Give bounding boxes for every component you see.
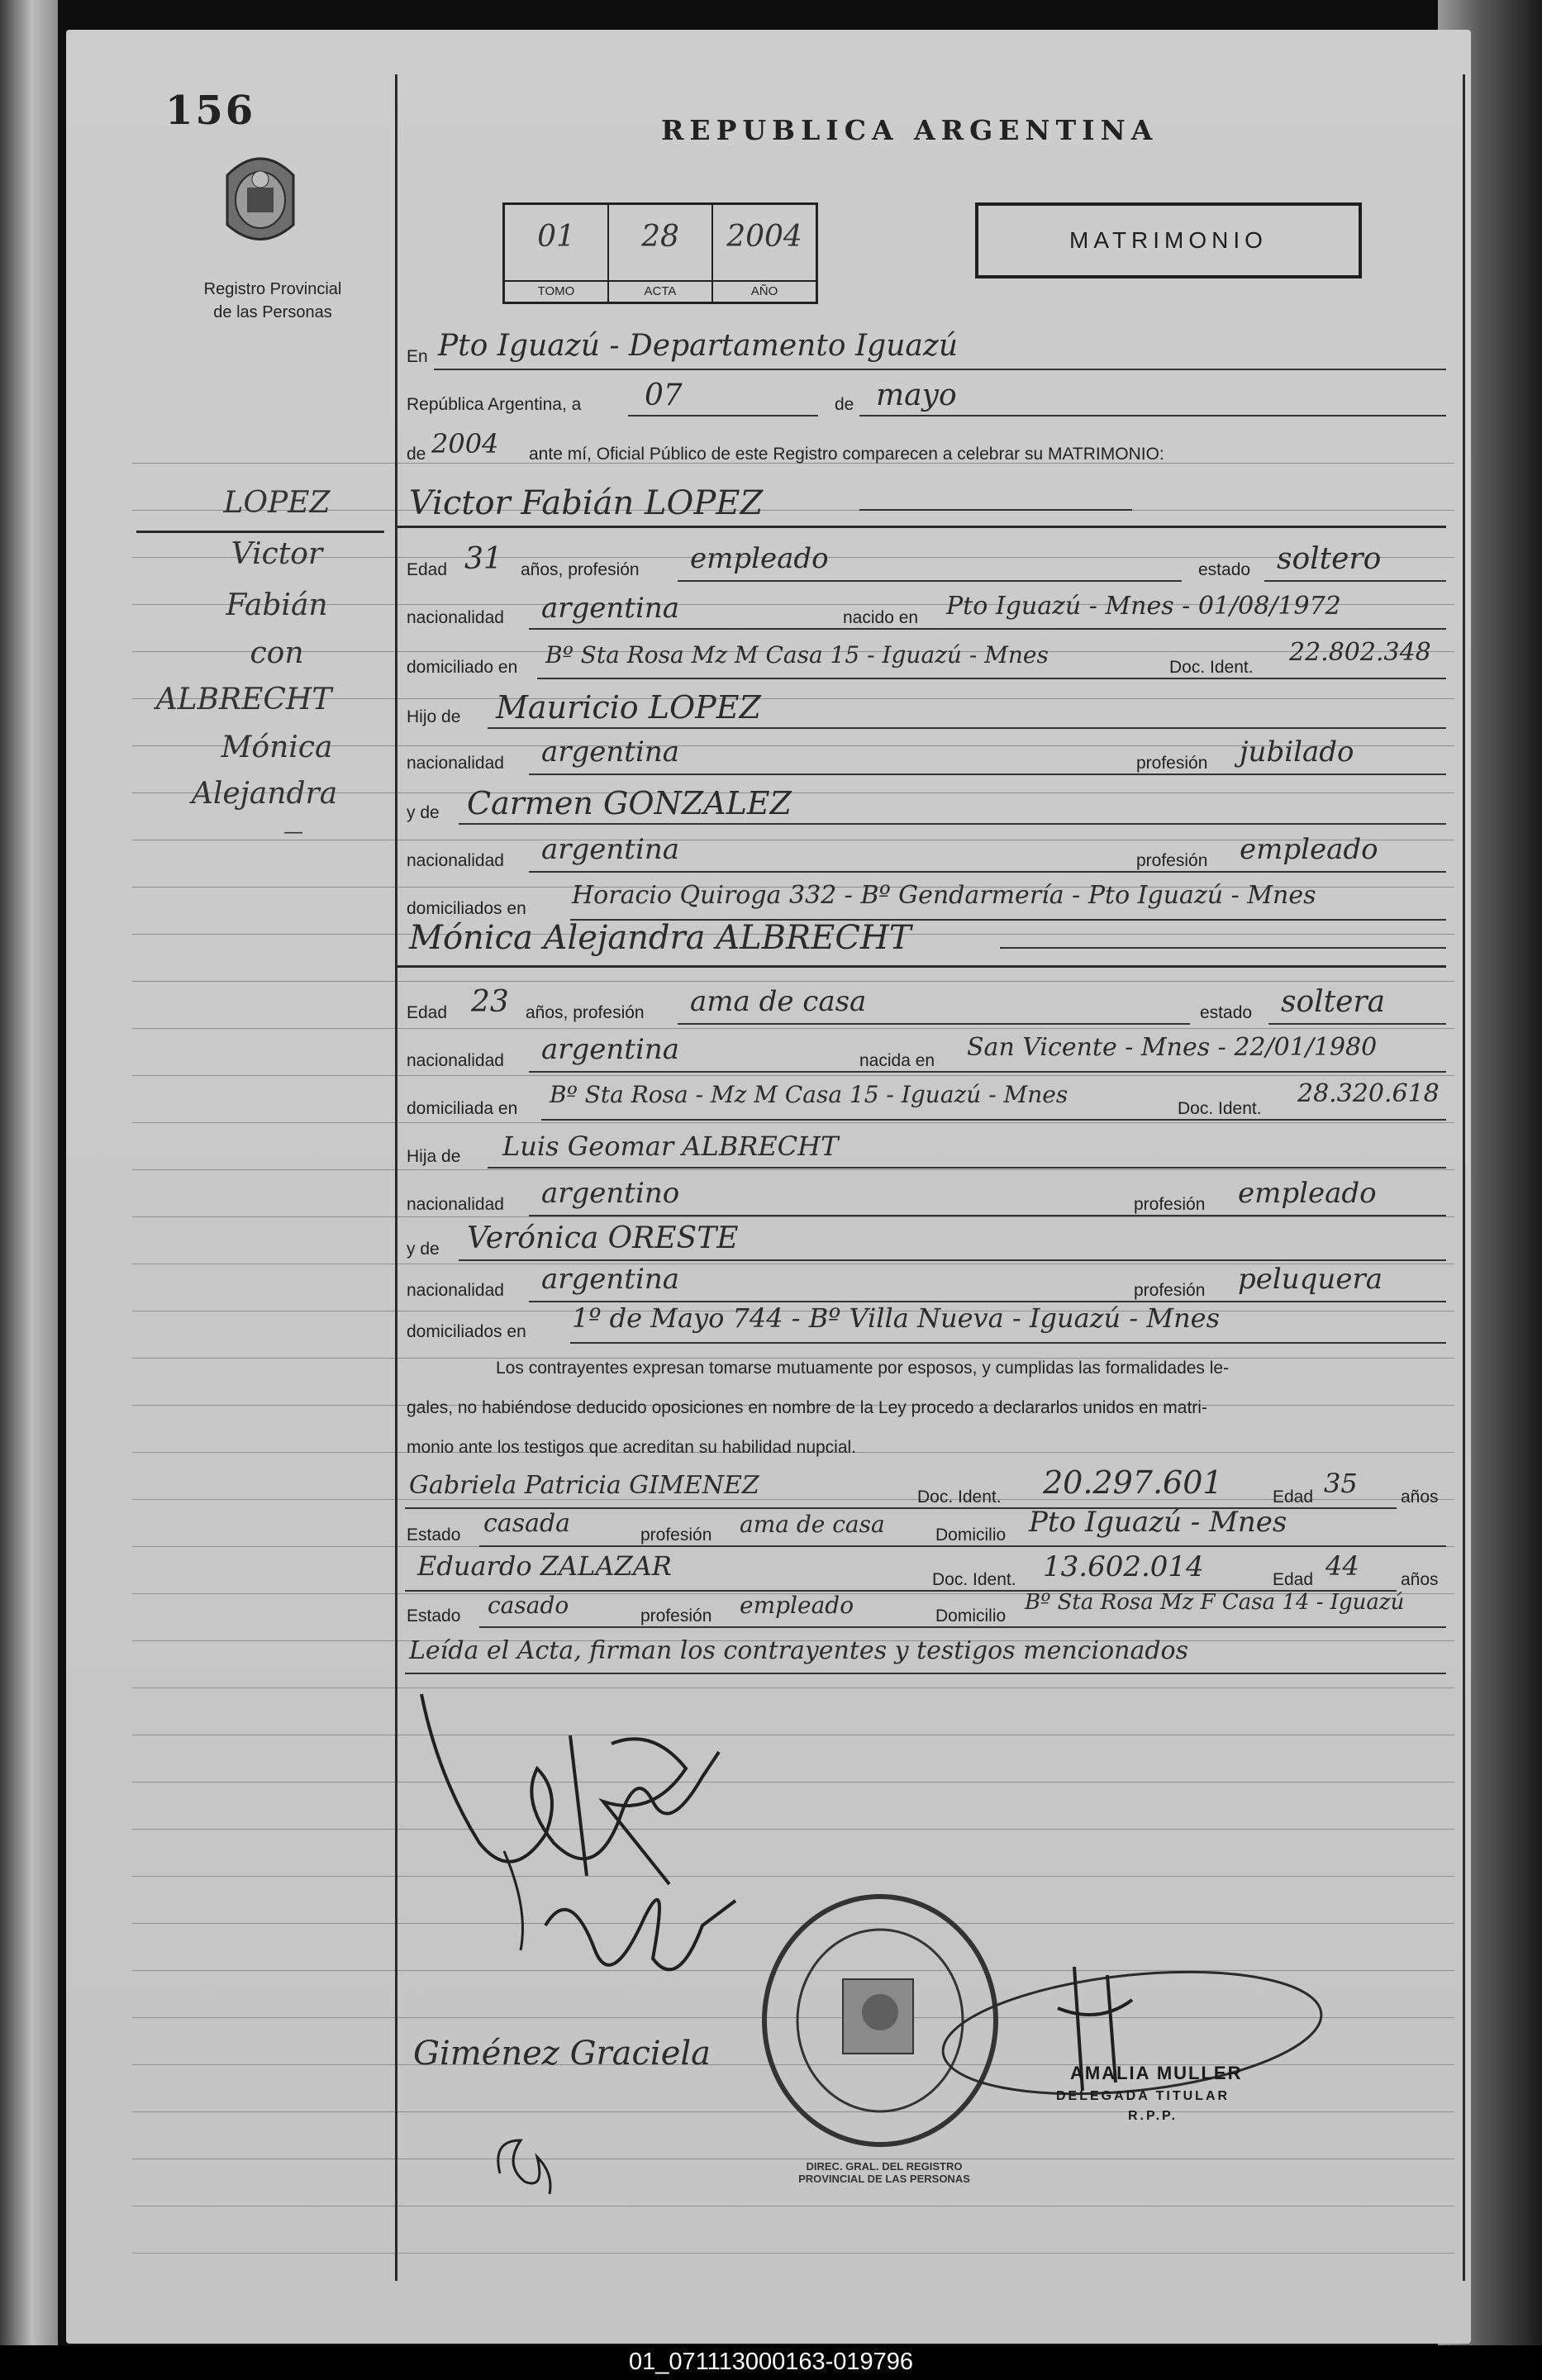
- bride-father-line: [488, 1167, 1446, 1169]
- witness1-detail-line: [479, 1545, 1446, 1547]
- groom-hijo-label: Hijo de: [407, 707, 461, 726]
- marriage-day: 07: [645, 378, 683, 412]
- ruled-line: [132, 1122, 1454, 1123]
- groom-name: Victor Fabián LOPEZ: [409, 484, 764, 522]
- bride-mother: Verónica ORESTE: [467, 1221, 739, 1255]
- day-line: [628, 415, 818, 416]
- bride-mother-nationality: argentina: [541, 1263, 680, 1296]
- ruled-line: [132, 1829, 1454, 1830]
- bride-profesion-label: años, profesión: [526, 1003, 645, 1022]
- document-title: REPUBLICA ARGENTINA: [661, 114, 1159, 146]
- bride-birth-line: [529, 1071, 1446, 1073]
- groom-father-nationality: argentina: [541, 735, 680, 769]
- officer-text: ante mí, Oficial Público de este Registro comparecen a celebrar su MATRIMONIO:: [529, 445, 1164, 464]
- marriage-place: Pto Iguazú - Departamento Iguazú: [438, 329, 959, 363]
- witness2-estado-label: Estado: [407, 1606, 461, 1626]
- bride-address: Bº Sta Rosa - Mz M Casa 15 - Iguazú - Mnes: [550, 1081, 1068, 1108]
- ruled-line: [132, 1782, 1454, 1783]
- witness2-status: casado: [488, 1592, 569, 1619]
- bride-mother-prof-label: profesión: [1134, 1281, 1206, 1300]
- tomo-value: 01: [537, 220, 575, 254]
- groom-mother-nat-line: [529, 871, 1446, 873]
- de-label: de: [835, 395, 854, 414]
- groom-status-line: [1264, 580, 1446, 582]
- groom-age: 31: [464, 542, 502, 576]
- anio-cell: [713, 205, 816, 302]
- groom-profesion-label: años, profesión: [521, 560, 640, 579]
- declaration-line-2: gales, no habiéndose deducido oposiciones en nombre de la Ley procedo a declararlos unidos en matri-: [407, 1398, 1207, 1417]
- record-type-box: [975, 202, 1362, 278]
- groom-father-line: [488, 727, 1446, 729]
- margin-divider: [395, 74, 397, 2281]
- groom-father-nat-label: nacionalidad: [407, 754, 504, 773]
- place-line: [434, 369, 1446, 370]
- seal-text: DIREC. GRAL. DEL REGISTRO PROVINCIAL DE LAS PERSONAS: [798, 2160, 970, 2185]
- bride-age: 23: [471, 985, 509, 1019]
- image-caption: 01_071113000163-019796: [628, 2349, 914, 2375]
- groom-status: soltero: [1277, 542, 1382, 576]
- bride-father-nat-line: [529, 1215, 1446, 1216]
- groom-father-profession: jubilado: [1240, 735, 1354, 769]
- bride-hija-label: Hija de: [407, 1147, 461, 1166]
- bride-doc-label: Doc. Ident.: [1178, 1099, 1262, 1118]
- republica-label: República Argentina, a: [407, 395, 582, 414]
- witness1-address: Pto Iguazú - Mnes: [1029, 1506, 1287, 1539]
- witness2-address: Bº Sta Rosa Mz F Casa 14 - Iguazú: [1025, 1590, 1405, 1615]
- ruled-line: [132, 1216, 1454, 1217]
- witness1-profesion-label: profesión: [640, 1526, 712, 1545]
- bride-doc: 28.320.618: [1297, 1079, 1440, 1108]
- ruled-line: [132, 2253, 1454, 2254]
- groom-mother-prof-label: profesión: [1136, 851, 1208, 870]
- coat-of-arms-icon: [211, 142, 310, 258]
- groom-mother-profession: empleado: [1240, 833, 1378, 866]
- tomo-cell: [505, 205, 609, 302]
- declaration-line-1: Los contrayentes expresan tomarse mutuamente por esposos, y cumplidas las formalidades le-: [496, 1359, 1230, 1378]
- witness1-doc: 20.297.601: [1043, 1464, 1223, 1501]
- tomo-label: TOMO: [505, 280, 607, 302]
- bride-father: Luis Geomar ALBRECHT: [502, 1130, 839, 1162]
- witness2-detail-line: [479, 1626, 1446, 1628]
- witness2-doc: 13.602.014: [1043, 1550, 1204, 1583]
- bride-nacida-label: nacida en: [859, 1051, 935, 1070]
- groom-mother-nat-label: nacionalidad: [407, 851, 504, 870]
- witness2-edad-label: Edad: [1273, 1570, 1314, 1589]
- groom-estado-label: estado: [1198, 560, 1251, 579]
- witness1-anos-label: años: [1401, 1488, 1439, 1507]
- anio-label: AÑO: [713, 280, 816, 302]
- bride-separator: [397, 965, 1446, 968]
- initials-signature: [488, 2132, 562, 2198]
- groom-mother-nationality: argentina: [541, 833, 680, 866]
- groom-birth-line: [529, 628, 1446, 630]
- record-type: MATRIMONIO: [1069, 227, 1268, 253]
- groom-doc: 22.802.348: [1289, 638, 1431, 667]
- acta-label: ACTA: [609, 280, 712, 302]
- ruled-line: [132, 1499, 1454, 1500]
- groom-separator: [397, 526, 1446, 528]
- ruled-line: [132, 1075, 1454, 1076]
- bride-mother-nat-label: nacionalidad: [407, 1281, 504, 1300]
- groom-profession: empleado: [690, 542, 829, 575]
- bride-edad-label: Edad: [407, 1003, 448, 1022]
- witness1-status: casada: [483, 1509, 571, 1538]
- registry-line2: de las Personas: [213, 303, 332, 321]
- acta-value: 28: [641, 220, 679, 254]
- bride-profession: ama de casa: [690, 985, 867, 1018]
- ruled-line: [132, 1687, 1454, 1688]
- margin-name-3: Fabián: [226, 588, 328, 622]
- bride-father-profession: empleado: [1238, 1177, 1377, 1210]
- officer-stamp-title: DELEGADA TITULAR: [1056, 2089, 1230, 2103]
- ruled-line: [132, 981, 1454, 982]
- book-binding: [0, 0, 58, 2347]
- right-border: [1463, 74, 1465, 2281]
- registry-name: [169, 278, 376, 324]
- groom-name-line: [859, 509, 1132, 511]
- groom-parents-dom-label: domiciliados en: [407, 899, 526, 918]
- anio-value: 2004: [726, 220, 802, 254]
- bride-father-prof-label: profesión: [1134, 1195, 1206, 1214]
- bride-parents-dom-label: domiciliados en: [407, 1322, 526, 1341]
- record-reference-box: [502, 202, 818, 304]
- marriage-year: 2004: [431, 428, 499, 459]
- margin-name-6: Mónica: [221, 731, 333, 764]
- bride-nationality: argentina: [541, 1033, 680, 1066]
- spouses-signatures: [405, 1678, 785, 2041]
- ruled-line: [132, 1028, 1454, 1029]
- witness2-profesion-label: profesión: [640, 1606, 712, 1626]
- de2-label: de: [407, 445, 426, 464]
- month-line: [859, 415, 1446, 416]
- groom-mother-line: [459, 823, 1446, 825]
- witness1-profession: ama de casa: [740, 1511, 885, 1538]
- ruled-line: [132, 1876, 1454, 1877]
- groom-domiciliado-label: domiciliado en: [407, 658, 518, 677]
- margin-name-5: ALBRECHT: [155, 683, 332, 716]
- groom-nacionalidad-label: nacionalidad: [407, 608, 504, 627]
- witness1-edad-label: Edad: [1273, 1488, 1314, 1507]
- witness1-estado-label: Estado: [407, 1526, 461, 1545]
- bride-mother-line: [459, 1259, 1446, 1261]
- folio-number: 156: [165, 88, 256, 134]
- groom-father-prof-label: profesión: [1136, 754, 1208, 773]
- en-label: En: [407, 347, 428, 366]
- bride-address-line: [541, 1119, 1446, 1121]
- closing-statement: Leída el Acta, firman los contrayentes y testigos mencionados: [409, 1636, 1189, 1665]
- witness2-domicilio-label: Domicilio: [935, 1606, 1007, 1626]
- groom-parents-address: Horacio Quiroga 332 - Bº Gendarmería - Pto Iguazú - Mnes: [572, 881, 1316, 910]
- marriage-month: mayo: [876, 378, 957, 412]
- bride-nacionalidad-label: nacionalidad: [407, 1051, 504, 1070]
- bride-birth: San Vicente - Mnes - 22/01/1980: [967, 1033, 1378, 1062]
- margin-name-4: con: [250, 636, 304, 670]
- groom-father: Mauricio LOPEZ: [496, 689, 761, 726]
- bride-yde-label: y de: [407, 1240, 440, 1259]
- witness2-age: 44: [1325, 1550, 1359, 1582]
- bride-domiciliada-label: domiciliada en: [407, 1099, 518, 1118]
- bride-parents-line: [570, 1342, 1446, 1344]
- officer-stamp-name: AMALIA MULLER: [1070, 2063, 1243, 2083]
- closing-line: [405, 1673, 1446, 1674]
- groom-edad-label: Edad: [407, 560, 448, 579]
- margin-name-2: Victor: [231, 537, 323, 571]
- groom-nationality: argentina: [541, 592, 680, 625]
- groom-yde-label: y de: [407, 803, 440, 822]
- groom-nacido-label: nacido en: [843, 608, 919, 627]
- groom-address: Bº Sta Rosa Mz M Casa 15 - Iguazú - Mnes: [545, 641, 1049, 669]
- bride-estado-label: estado: [1200, 1003, 1253, 1022]
- bride-name-line: [1000, 947, 1446, 949]
- witness2-name: Eduardo ZALAZAR: [417, 1550, 672, 1582]
- bride-father-nationality: argentino: [541, 1177, 680, 1210]
- margin-name-7: Alejandra: [191, 777, 338, 811]
- officer-stamp-office: R.P.P.: [1128, 2109, 1178, 2123]
- margin-underline: [136, 531, 384, 533]
- witness1-name: Gabriela Patricia GIMENEZ: [409, 1471, 759, 1500]
- witness1-age: 35: [1324, 1468, 1358, 1499]
- ruled-line: [132, 1169, 1454, 1170]
- bride-status: soltera: [1281, 985, 1386, 1019]
- declaration-line-3: monio ante los testigos que acreditan su habilidad nupcial.: [407, 1438, 857, 1457]
- groom-mother: Carmen GONZALEZ: [467, 785, 792, 821]
- bride-name: Mónica Alejandra ALBRECHT: [409, 919, 911, 957]
- witness2-doc-label: Doc. Ident.: [932, 1570, 1016, 1589]
- witness1-doc-label: Doc. Ident.: [917, 1488, 1002, 1507]
- groom-profession-line: [678, 580, 1182, 582]
- margin-name-8: —: [283, 820, 303, 843]
- bride-father-nat-label: nacionalidad: [407, 1195, 504, 1214]
- bride-status-line: [1268, 1023, 1446, 1025]
- registry-line1: Registro Provincial: [203, 280, 342, 298]
- witness1-domicilio-label: Domicilio: [935, 1526, 1007, 1545]
- bride-profession-line: [678, 1023, 1190, 1025]
- witness-signature: Giménez Graciela: [413, 2035, 711, 2073]
- groom-father-nat-line: [529, 774, 1446, 775]
- bride-mother-profession: peluquera: [1238, 1263, 1383, 1296]
- margin-name-1: LOPEZ: [223, 486, 331, 520]
- bride-parents-address: 1º de Mayo 744 - Bº Villa Nueva - Iguazú - Mnes: [572, 1302, 1221, 1334]
- witness2-anos-label: años: [1401, 1570, 1439, 1589]
- groom-address-line: [537, 678, 1446, 679]
- acta-cell: [609, 205, 713, 302]
- groom-birth: Pto Iguazú - Mnes - 01/08/1972: [946, 592, 1341, 621]
- witness2-profession: empleado: [740, 1592, 854, 1619]
- groom-doc-label: Doc. Ident.: [1169, 658, 1254, 677]
